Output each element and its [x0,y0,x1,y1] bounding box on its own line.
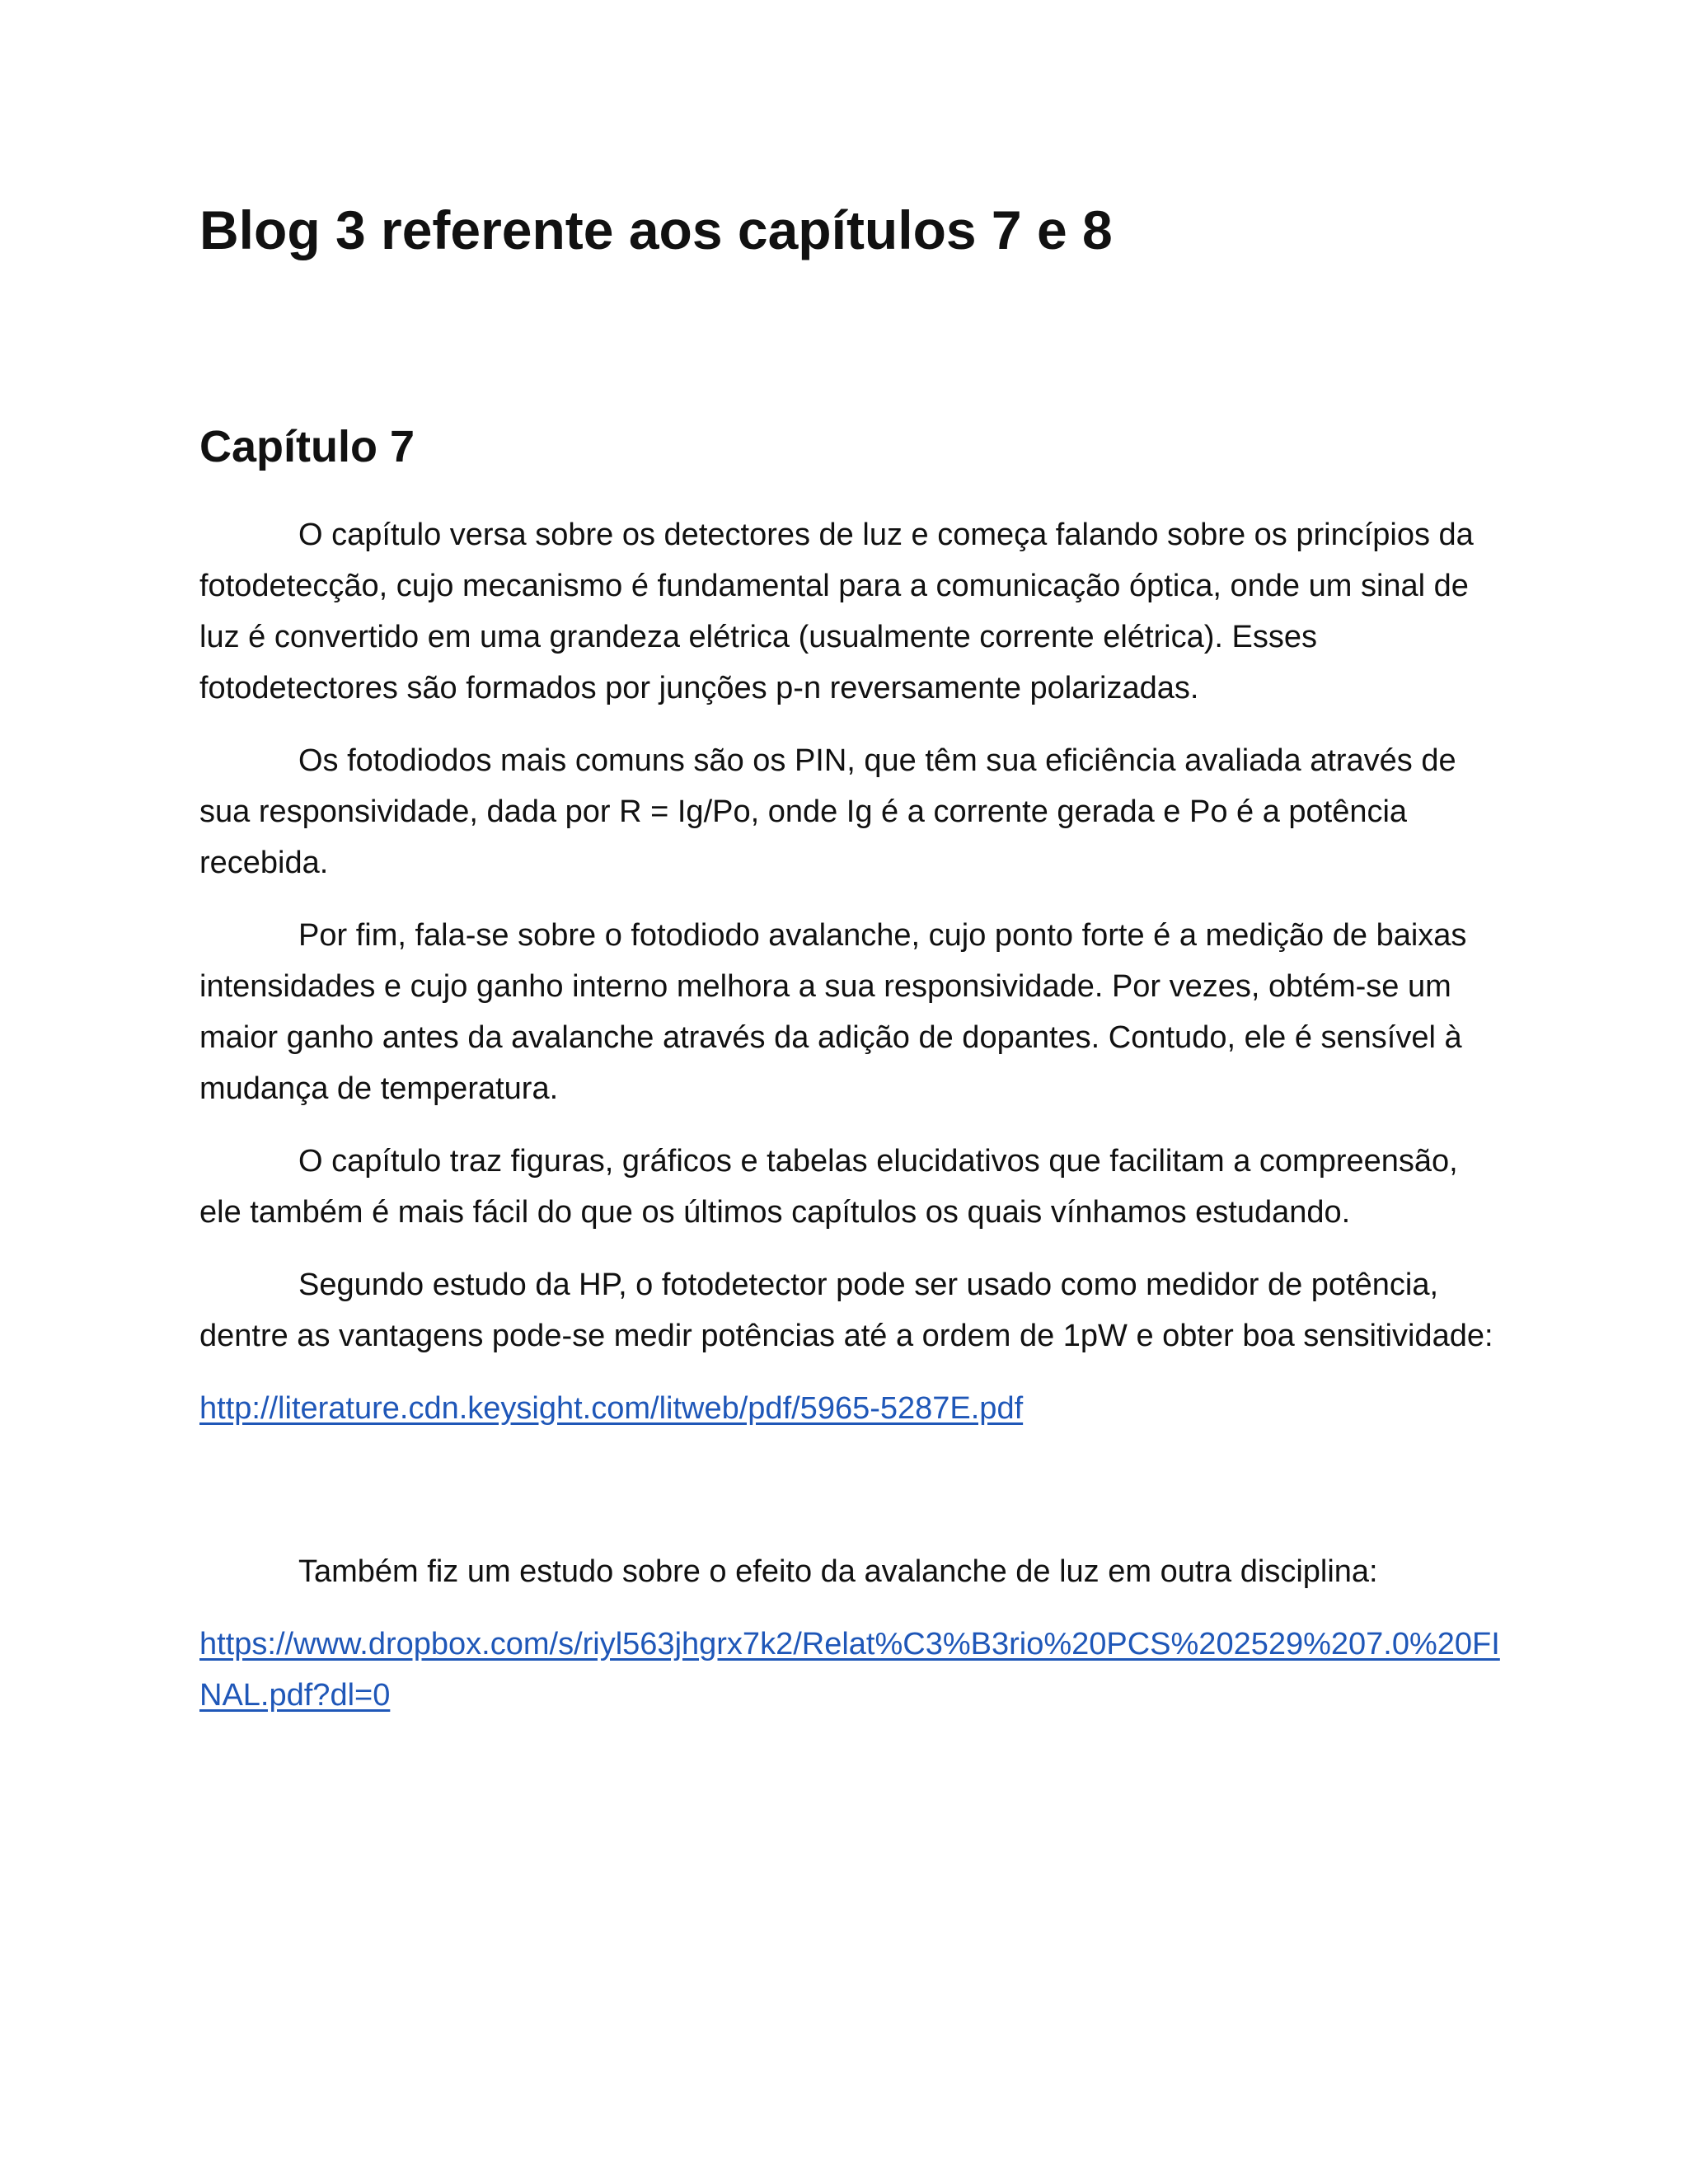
document-body [199,509,1502,1742]
paragraph-hp-study: Segundo estudo da HP, o fotodetector pode ser usado como medidor de potência, dentre as vantagens pode-se medir potências até a ordem de 1pW e obter boa sensitividade: [199,1268,1493,1353]
paragraph-pin-photodiodes: Os fotodiodos mais comuns são os PIN, que têm sua eficiência avaliada através de sua responsividade, dada por R = Ig/Po, onde Ig é a corrente gerada e Po é a potência recebida. [199,743,1456,880]
dropbox-link-block [199,1619,1502,1721]
keysight-link-block [199,1383,1502,1434]
section-spacer [199,1455,1502,1546]
chapter-heading: Capítulo 7 [199,422,415,471]
document-title: Blog 3 referente aos capítulos 7 e 8 [199,199,1113,260]
paragraph-chapter-review: O capítulo traz figuras, gráficos e tabelas elucidativos que facilitam a compreensão, ele também é mais fácil do que os últimos capítulos os quais vínhamos estudando. [199,1144,1458,1230]
dropbox-report-link[interactable]: https://www.dropbox.com/s/riyl563jhgrx7k2/Relat%C3%B3rio%20PCS%202529%207.0%20FINAL.pdf?dl=0 [199,1627,1500,1713]
paragraph-other-study: Também fiz um estudo sobre o efeito da avalanche de luz em outra disciplina: [298,1554,1378,1589]
paragraph-photodetection: O capítulo versa sobre os detectores de luz e começa falando sobre os princípios da fotodetecção, cujo mecanismo é fundamental para a comunicação óptica, onde um sinal de luz é convertido em uma grandeza elétrica (usualmente corrente elétrica). Esses fotodetectores são formados por junções p-n reversamente polarizadas. [199,518,1474,705]
keysight-pdf-link[interactable]: http://literature.cdn.keysight.com/litweb/pdf/5965-5287E.pdf [199,1391,1024,1426]
paragraph-avalanche-photodiode: Por fim, fala-se sobre o fotodiodo avalanche, cujo ponto forte é a medição de baixas intensidades e cujo ganho interno melhora a sua responsividade. Por vezes, obtém-se um maior ganho antes da avalanche através da adição de dopantes. Contudo, ele é sensível à mudança de temperatura. [199,918,1467,1106]
